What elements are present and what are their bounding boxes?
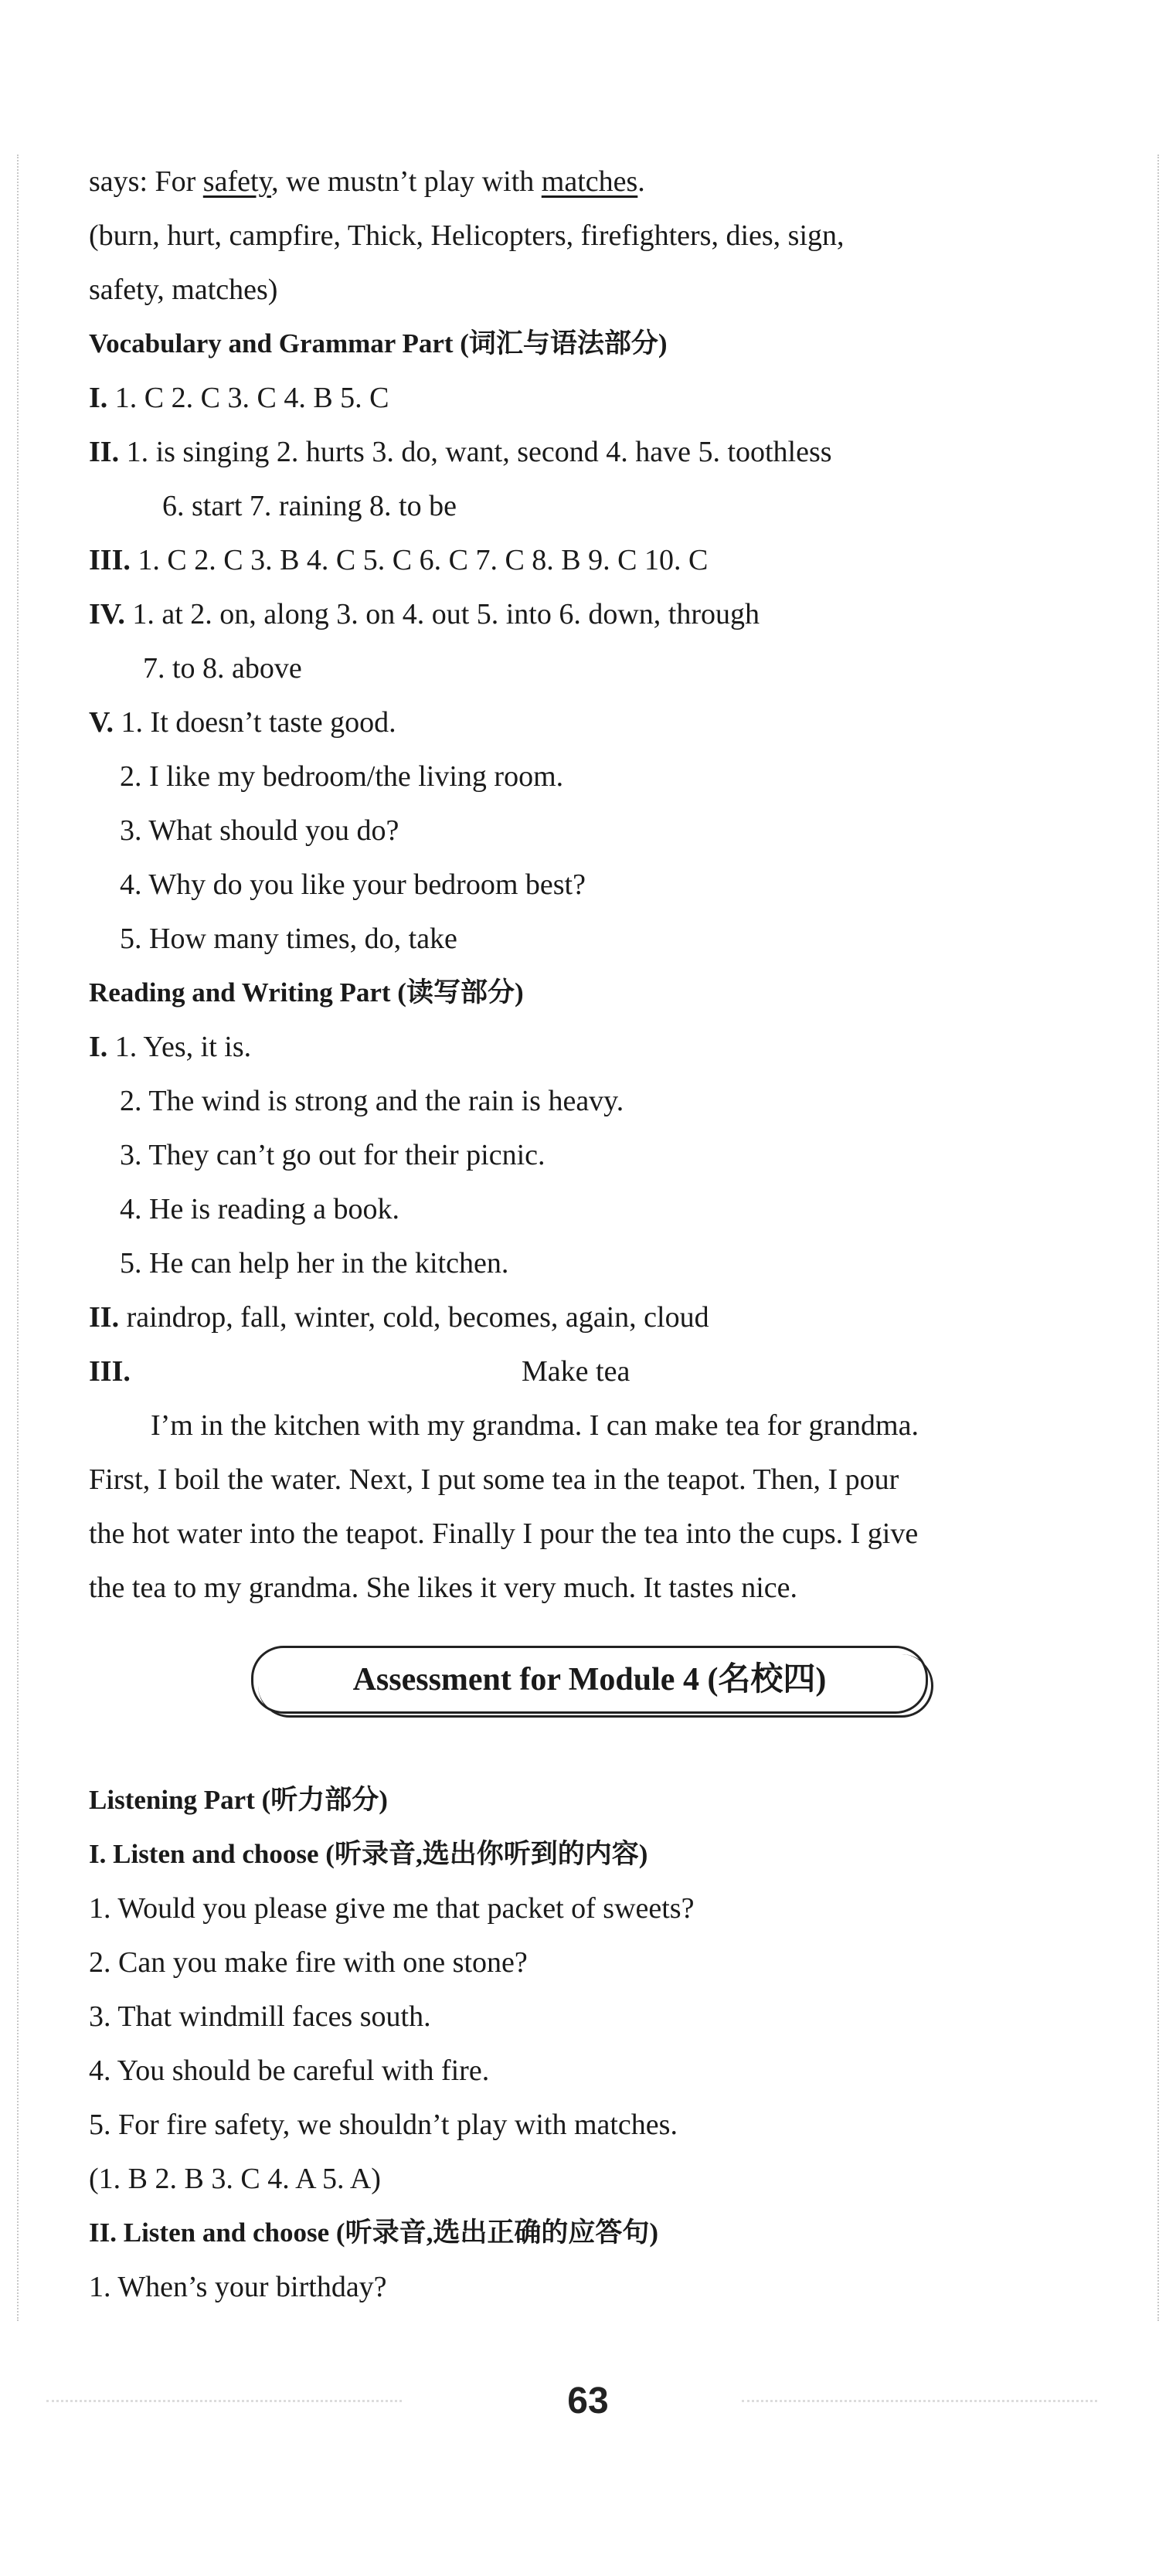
composition-line-1: I’m in the kitchen with my grandma. I can make tea for grandma. — [151, 1409, 919, 1442]
listening-ii-item-1: 1. When’s your birthday? — [89, 2271, 387, 2303]
top-line-2: (burn, hurt, campfire, Thick, Helicopters, firefighters, dies, sign, — [89, 219, 845, 252]
vocab-v-answer-4: 4. Why do you like your bedroom best? — [120, 868, 586, 901]
reading-i-answer-3: 3. They can’t go out for their picnic. — [120, 1139, 546, 1171]
top-line-1-pre: says: For — [89, 165, 203, 198]
reading-i-answer-5: 5. He can help her in the kitchen. — [120, 1247, 509, 1280]
roman-numeral: III. — [89, 544, 131, 576]
listening-ii-heading: II. Listen and choose (听录音,选出正确的应答句) — [89, 2217, 658, 2248]
composition-line-4: the tea to my grandma. She likes it very much. It tastes nice. — [89, 1572, 798, 1604]
vocab-v-answer-2: 2. I like my bedroom/the living room. — [120, 760, 564, 793]
top-line-1-post: . — [637, 165, 645, 198]
vocab-v-answer-1: 1. It doesn’t taste good. — [114, 706, 396, 739]
vocab-v-answer-3: 3. What should you do? — [120, 814, 399, 847]
underlined-word-matches: matches — [541, 165, 638, 198]
vocab-ii-continued: 6. start 7. raining 8. to be — [162, 490, 457, 522]
vocab-iv-answers: 1. at 2. on, along 3. on 4. out 5. into 6. down, through — [124, 598, 760, 630]
vocab-section-iv — [89, 587, 1093, 641]
assessment-banner-title: Assessment for Module 4 (名校四) — [352, 1662, 827, 1698]
listening-heading: Listening Part (听力部分) — [89, 1785, 388, 1815]
listening-item-3: 3. That windmill faces south. — [89, 2000, 431, 2033]
assessment-banner-area — [89, 1615, 1093, 1746]
roman-numeral: II. — [89, 436, 120, 468]
right-margin-dots — [1157, 155, 1159, 2321]
composition-line-3: the hot water into the teapot. Finally I pour the tea into the cups. I give — [89, 1517, 919, 1550]
listening-item-2: 2. Can you make fire with one stone? — [89, 1946, 528, 1979]
top-line-3: safety, matches) — [89, 274, 278, 306]
spacer — [89, 1746, 1093, 1773]
left-margin-dots — [17, 155, 19, 2321]
listening-i-heading: I. Listen and choose (听录音,选出你听到的内容) — [89, 1839, 648, 1869]
vocab-section-ii — [89, 425, 1093, 479]
underlined-word-safety: safety — [202, 165, 272, 198]
vocab-heading: Vocabulary and Grammar Part (词汇与语法部分) — [89, 328, 668, 359]
listening-item-5: 5. For fire safety, we shouldn’t play with matches. — [89, 2109, 678, 2141]
top-line-1 — [89, 155, 1093, 209]
reading-section-i — [89, 1020, 1093, 1074]
vocab-iii-answers: 1. C 2. C 3. B 4. C 5. C 6. C 7. C 8. B 9. C 10. C — [130, 544, 709, 576]
reading-heading: Reading and Writing Part (读写部分) — [89, 977, 524, 1008]
reading-i-answer-4: 4. He is reading a book. — [120, 1193, 399, 1225]
roman-numeral: I. — [89, 1031, 108, 1063]
page-number: 63 — [567, 2381, 609, 2421]
vocab-ii-answers: 1. is singing 2. hurts 3. do, want, second 4. have 5. toothless — [119, 436, 832, 468]
vocab-iv-continued: 7. to 8. above — [143, 652, 302, 685]
top-line-1-mid: , we mustn’t play with — [271, 165, 542, 198]
roman-numeral: V. — [89, 706, 114, 739]
reading-ii-answers: raindrop, fall, winter, cold, becomes, again, cloud — [119, 1301, 709, 1334]
vocab-v-answer-5: 5. How many times, do, take — [120, 923, 457, 955]
composition-title: Make tea — [522, 1355, 630, 1388]
listening-item-4: 4. You should be careful with fire. — [89, 2054, 490, 2087]
listening-item-1: 1. Would you please give me that packet of sweets? — [89, 1892, 695, 1925]
roman-numeral: III. — [89, 1355, 131, 1388]
assessment-banner — [251, 1646, 928, 1714]
roman-numeral: I. — [89, 382, 108, 414]
vocab-section-iii — [89, 533, 1093, 587]
reading-i-answer-1: 1. Yes, it is. — [107, 1031, 252, 1063]
roman-numeral: IV. — [89, 598, 125, 630]
reading-section-iii — [89, 1344, 1093, 1398]
composition-line-2: First, I boil the water. Next, I put some tea in the teapot. Then, I pour — [89, 1463, 899, 1496]
reading-i-answer-2: 2. The wind is strong and the rain is heavy. — [120, 1085, 624, 1117]
reading-section-ii — [89, 1290, 1093, 1344]
vocab-section-v — [89, 695, 1093, 749]
vocab-section-i — [89, 371, 1093, 425]
listening-i-answers: (1. B 2. B 3. C 4. A 5. A) — [89, 2163, 381, 2195]
vocab-i-answers: 1. C 2. C 3. C 4. B 5. C — [107, 382, 389, 414]
page-content — [89, 155, 1093, 2314]
roman-numeral: II. — [89, 1301, 120, 1334]
